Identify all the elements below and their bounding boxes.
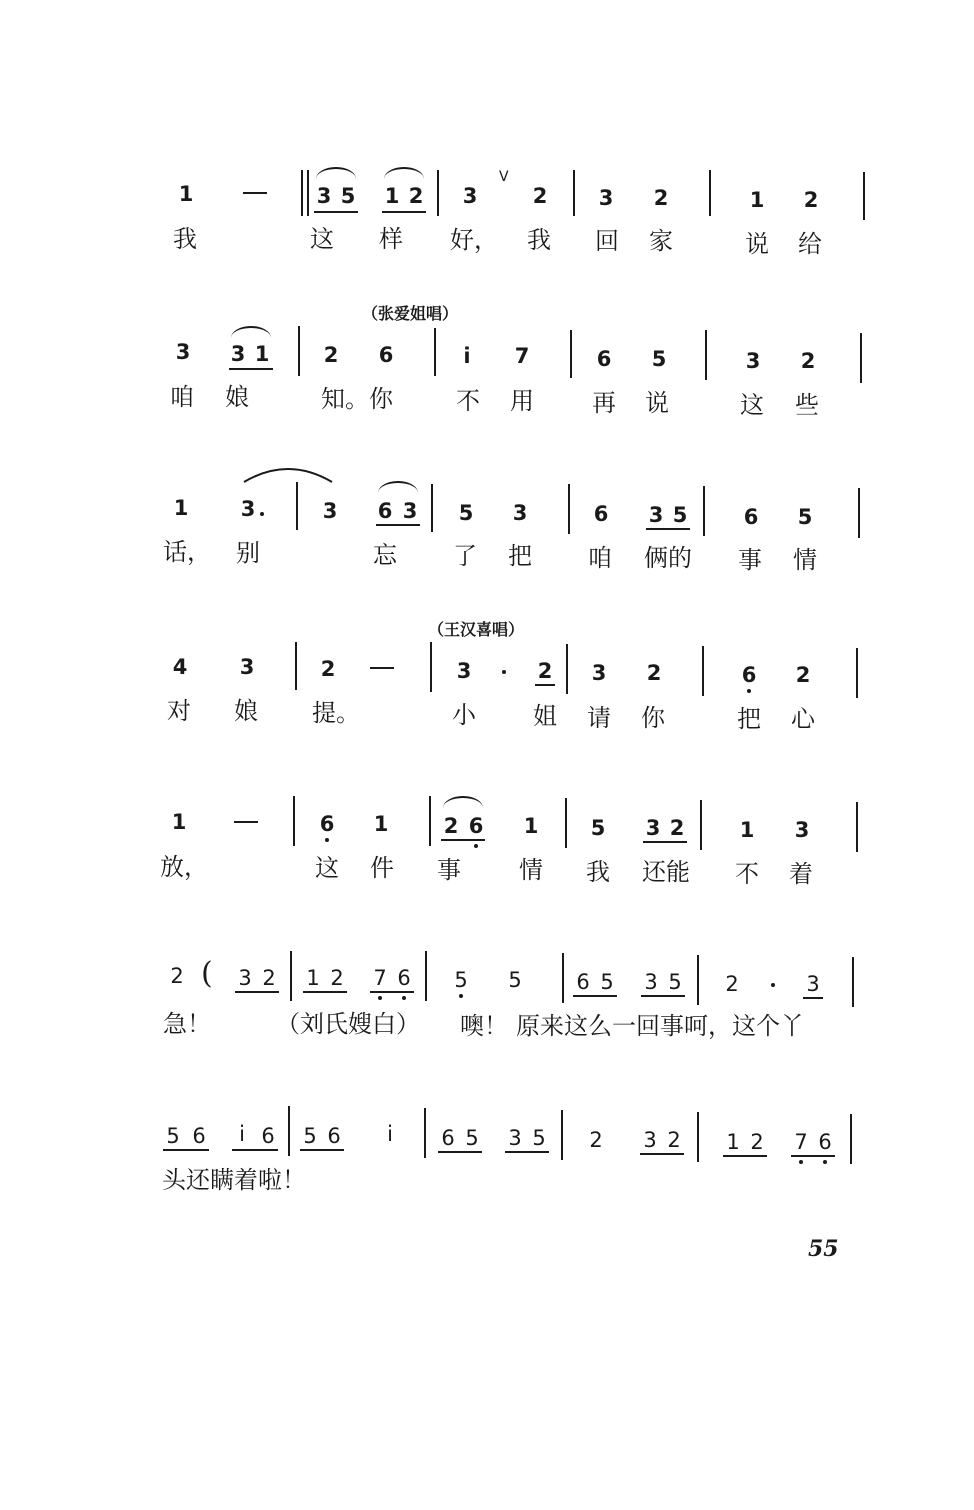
slur <box>443 796 483 808</box>
note: 6 <box>261 1124 275 1148</box>
underline <box>370 991 414 993</box>
note: 3 <box>745 349 761 373</box>
open-parenthesis: ( <box>201 956 213 991</box>
underline <box>163 1149 209 1151</box>
barline <box>568 484 570 534</box>
note: 1 <box>171 810 187 834</box>
barline <box>295 642 297 690</box>
note: 1 <box>384 184 400 208</box>
barline <box>860 333 862 383</box>
note: 2 <box>589 1128 603 1152</box>
note: 1 <box>373 812 389 836</box>
barline <box>298 326 300 376</box>
note: 5 <box>303 1124 317 1148</box>
note: 1 <box>523 814 539 838</box>
note: 5 <box>465 1126 479 1150</box>
slur <box>384 167 424 179</box>
barline <box>566 644 568 694</box>
underline <box>382 211 426 213</box>
note: 2 <box>795 663 811 687</box>
note: 2 <box>323 343 339 367</box>
barline <box>288 1106 290 1156</box>
note: 2 <box>262 966 276 990</box>
underline <box>640 1153 684 1155</box>
lyric: 这 <box>310 225 334 253</box>
lyric: 说 <box>645 389 669 417</box>
dash <box>234 821 258 823</box>
note: 3 <box>648 503 664 527</box>
note: 2 <box>443 814 459 838</box>
lyric: 你 <box>641 704 665 732</box>
note: 2 <box>669 816 685 840</box>
singer-annotation: （张爱姐唱） <box>362 304 459 323</box>
note: 5 <box>651 347 667 371</box>
underline <box>376 524 420 526</box>
note: 5 <box>797 505 813 529</box>
barline <box>858 488 860 538</box>
note: 5 <box>668 970 682 994</box>
lyric: 件 <box>370 854 394 882</box>
underline <box>573 995 617 997</box>
note: 7 <box>514 344 530 368</box>
note: 3 <box>175 340 191 364</box>
lyric: 些 <box>795 391 819 419</box>
note: 5 <box>166 1124 180 1148</box>
underline <box>232 1149 278 1151</box>
barline <box>434 328 436 376</box>
underline <box>723 1155 767 1157</box>
lyric: 噢！ <box>460 1012 508 1040</box>
underline <box>535 684 555 686</box>
underline <box>300 1149 344 1151</box>
lyric: 俩的 <box>644 544 692 572</box>
slur <box>231 326 271 338</box>
dash <box>243 192 267 194</box>
lyric: 我 <box>586 858 610 886</box>
lyric: 头还瞒着啦！ <box>162 1166 306 1194</box>
note: 1 <box>726 1130 740 1154</box>
lyric: 回 <box>595 227 619 255</box>
octave-dot <box>378 996 382 1000</box>
spoken-text: 原来这么一回事呵，这个丫 <box>516 1012 804 1040</box>
barline <box>565 798 567 848</box>
note: 3 <box>645 816 661 840</box>
barline <box>709 170 711 216</box>
underline <box>235 991 279 993</box>
aug-dot <box>260 512 264 516</box>
singer-annotation: （王汉喜唱） <box>428 620 525 639</box>
barline <box>301 170 303 216</box>
barline <box>290 951 292 1001</box>
barline <box>863 172 865 220</box>
barline <box>850 1114 852 1164</box>
note: 3 <box>598 186 614 210</box>
barline <box>852 957 854 1007</box>
note: i <box>239 1122 245 1146</box>
lyric: 着 <box>789 860 813 888</box>
barline <box>562 953 564 1003</box>
lyric: 我 <box>173 225 197 253</box>
octave-dot <box>402 996 406 1000</box>
lyric: 忘 <box>373 541 397 569</box>
note: 4 <box>172 655 188 679</box>
underline <box>505 1151 549 1153</box>
note: 5 <box>458 501 474 525</box>
lyric: 还能 <box>642 858 690 886</box>
note: 1 <box>178 182 194 206</box>
barline <box>437 170 439 216</box>
lyric: 再 <box>592 389 616 417</box>
note: 6 <box>327 1124 341 1148</box>
lyric: 放， <box>160 853 208 881</box>
barline <box>430 642 432 692</box>
barline <box>307 170 309 216</box>
note: 6 <box>593 502 609 526</box>
dash <box>370 667 394 669</box>
page-number: 55 <box>808 1236 839 1262</box>
barline <box>700 800 702 850</box>
note: 3 <box>240 497 256 521</box>
lyric: 这 <box>740 391 764 419</box>
note: 2 <box>330 966 344 990</box>
octave-dot <box>459 994 463 998</box>
note: 3 <box>402 499 418 523</box>
note: 2 <box>750 1130 764 1154</box>
lyric: 我 <box>527 226 551 254</box>
note: 3 <box>316 184 332 208</box>
note: i <box>463 344 471 368</box>
note: 5 <box>590 816 606 840</box>
lyric: 好， <box>450 226 498 254</box>
lyric: 说 <box>745 230 769 258</box>
barline <box>296 482 298 530</box>
lyric: 对 <box>167 697 191 725</box>
note: 6 <box>468 814 484 838</box>
note: 2 <box>725 972 739 996</box>
lyric: 把 <box>737 705 761 733</box>
barline <box>573 170 575 216</box>
note: 1 <box>173 496 189 520</box>
lyric: 娘 <box>234 697 258 725</box>
lyric: 姐 <box>533 702 557 730</box>
underline <box>646 528 690 530</box>
breath-mark: V <box>499 169 509 185</box>
note: 5 <box>454 968 468 992</box>
note: 2 <box>653 186 669 210</box>
lyric: 不 <box>456 387 480 415</box>
barline <box>697 955 699 1005</box>
note: 3 <box>643 1128 657 1152</box>
note: 1 <box>306 966 320 990</box>
barline <box>702 646 704 696</box>
note: 6 <box>743 505 759 529</box>
note: 6 <box>441 1126 455 1150</box>
note: 3 <box>794 818 810 842</box>
lyric: 别 <box>236 539 260 567</box>
barline <box>429 796 431 846</box>
underline <box>438 1151 482 1153</box>
note: 2 <box>320 657 336 681</box>
barline <box>431 484 433 532</box>
note: 3 <box>230 342 246 366</box>
octave-dot <box>799 1160 803 1164</box>
note: 3 <box>456 659 472 683</box>
note: 3 <box>462 184 478 208</box>
octave-dot <box>325 838 329 842</box>
note: i <box>387 1122 393 1146</box>
barline <box>697 1112 699 1162</box>
lyric: 不 <box>735 860 759 888</box>
lyric: 家 <box>649 227 673 255</box>
note: 5 <box>508 968 522 992</box>
underline <box>803 997 823 999</box>
barline <box>856 802 858 852</box>
lyric: 了 <box>453 542 477 570</box>
slur <box>378 481 418 493</box>
underline <box>441 839 485 841</box>
lyric: 这 <box>315 854 339 882</box>
aug-dot <box>502 670 506 674</box>
note: 3 <box>644 970 658 994</box>
lyric: 把 <box>508 542 532 570</box>
note: 1 <box>254 342 270 366</box>
lyric: 事 <box>738 546 762 574</box>
lyric: 咱 <box>170 383 194 411</box>
octave-dot <box>823 1160 827 1164</box>
underline <box>791 1155 835 1157</box>
note: 6 <box>319 812 335 836</box>
lyric: 小 <box>452 701 476 729</box>
note: 6 <box>818 1130 832 1154</box>
barline <box>293 796 295 846</box>
octave-dot <box>474 844 478 848</box>
barline <box>425 951 427 1001</box>
lyric: 心 <box>791 705 815 733</box>
lyric: 提。 <box>312 699 360 727</box>
lyric: 请 <box>587 704 611 732</box>
note: 3 <box>512 501 528 525</box>
note: 1 <box>749 188 765 212</box>
note: 2 <box>803 188 819 212</box>
note: 3 <box>591 661 607 685</box>
note: 6 <box>741 663 757 687</box>
note: 3 <box>508 1126 522 1150</box>
barline <box>561 1110 563 1160</box>
underline <box>641 995 685 997</box>
note: 5 <box>340 184 356 208</box>
note: 6 <box>192 1124 206 1148</box>
note: 7 <box>794 1130 808 1154</box>
note: 5 <box>600 970 614 994</box>
note: 7 <box>373 966 387 990</box>
note: 1 <box>739 818 755 842</box>
barline <box>705 330 707 380</box>
lyric: 事 <box>437 856 461 884</box>
slur <box>316 167 356 179</box>
note: 2 <box>532 184 548 208</box>
lyric: 给 <box>798 230 822 258</box>
note: 2 <box>537 659 553 683</box>
lyric: 样 <box>379 225 403 253</box>
underline <box>643 841 687 843</box>
barline <box>856 648 858 698</box>
underline <box>303 991 347 993</box>
note: 5 <box>672 503 688 527</box>
note: 3 <box>238 966 252 990</box>
note: 5 <box>532 1126 546 1150</box>
note: 6 <box>397 966 411 990</box>
note: 6 <box>377 499 393 523</box>
lyric: 急！ <box>163 1010 211 1038</box>
underline <box>314 211 358 213</box>
barline <box>424 1108 426 1158</box>
lyric: 娘 <box>225 383 249 411</box>
lyric: 咱 <box>588 544 612 572</box>
note: 6 <box>576 970 590 994</box>
note: 2 <box>800 349 816 373</box>
lyric: 情 <box>793 546 817 574</box>
lyric: 情 <box>519 856 543 884</box>
note: 2 <box>408 184 424 208</box>
note: 6 <box>596 347 612 371</box>
note: 3 <box>239 655 255 679</box>
barline <box>570 330 572 378</box>
note: 2 <box>170 964 184 988</box>
note: 3 <box>322 499 338 523</box>
note: 2 <box>646 661 662 685</box>
barline <box>703 486 705 536</box>
aug-dot <box>771 983 775 987</box>
spoken-cue: （刘氏嫂白） <box>276 1010 420 1038</box>
note: 6 <box>378 343 394 367</box>
note: 2 <box>667 1128 681 1152</box>
octave-dot <box>747 689 751 693</box>
lyric: 话， <box>163 538 211 566</box>
tie <box>240 460 336 486</box>
lyric: 用 <box>510 387 534 415</box>
lyric: 知。你 <box>321 385 393 413</box>
note: 3 <box>806 972 820 996</box>
underline <box>229 368 273 370</box>
